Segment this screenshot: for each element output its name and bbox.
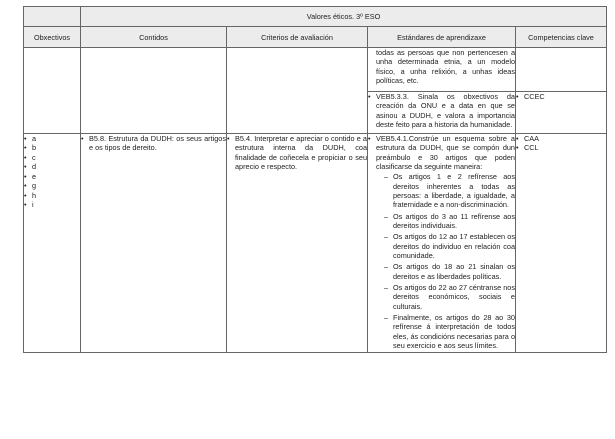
criteria-cell bbox=[227, 134, 368, 353]
standard-subitem: – Os artigos do 18 ao 21 sinalan os dereitos e as liberdades políticas. bbox=[384, 262, 515, 281]
criteria-list bbox=[227, 134, 367, 172]
competences-cell bbox=[516, 134, 607, 353]
header-corner-cell bbox=[24, 7, 81, 27]
curriculum-table bbox=[23, 6, 607, 353]
objectives-list bbox=[24, 134, 80, 210]
competences-cell bbox=[516, 48, 607, 92]
header-objectives: Obxectivos bbox=[24, 27, 81, 48]
standard-veb541-intro: • VEB5.4.1.Constrúe un esquema sobre a estrutura da DUDH, que se compón dun preámbulo e 30 artigos que poden clasificarse da seguinte maneira: bbox=[376, 134, 515, 171]
objective-item: • d bbox=[24, 162, 80, 171]
objective-item: • a bbox=[24, 134, 80, 143]
contents-cell bbox=[81, 134, 227, 353]
standard-subitem: – Os artigos do 3 ao 11 refírense aos dereitos individuais. bbox=[384, 212, 515, 231]
competence-item: • CCL bbox=[516, 143, 606, 152]
competence-item: • CCEC bbox=[516, 92, 606, 101]
objective-item: • h bbox=[24, 191, 80, 200]
standard-subitems bbox=[376, 172, 515, 350]
criterion-b54: • B5.4. Interpretar e apreciar o contido e a estrutura interna da DUDH, coa finalidade de coñecela e propiciar o seu aprecio e respecto. bbox=[227, 134, 367, 172]
competence-list bbox=[516, 134, 606, 153]
criteria-cell bbox=[227, 48, 368, 134]
table-row bbox=[24, 48, 607, 92]
standard-subitem: – Os artigos 1 e 2 refírense aos dereitos inherentes a todas as persoas: a liberdade, a igualdade, a fraternidade e a non-discriminación. bbox=[384, 172, 515, 209]
standard-veb541 bbox=[368, 134, 515, 350]
competence-item: • CAA bbox=[516, 134, 606, 143]
standard-subitem: – Os artigos do 22 ao 27 céntranse nos dereitos económicos, sociais e culturais. bbox=[384, 283, 515, 311]
standard-continuation-text: todas as persoas que non pertencesen a unha determinada etnia, a un modelo físico, a unha relixión, a unhas ideas políticas, etc. bbox=[376, 48, 515, 85]
table-title: Valores éticos. 3º ESO bbox=[81, 7, 607, 27]
contents-list bbox=[81, 134, 226, 153]
competences-cell bbox=[516, 92, 607, 134]
standard-cell bbox=[368, 48, 516, 92]
objective-item: • b bbox=[24, 143, 80, 152]
standard-subitem: – Finalmente, os artigos do 28 ao 30 refírense á interpretación de todos eles, ás condicións necesarias para o seu exercicio e aos seus límites. bbox=[384, 313, 515, 350]
objective-item: • c bbox=[24, 153, 80, 162]
header-criteria: Criterios de avaliación bbox=[227, 27, 368, 48]
objective-item: • e bbox=[24, 172, 80, 181]
standard-list bbox=[368, 134, 515, 350]
objective-item: • g bbox=[24, 181, 80, 190]
content-b58: • B5.8. Estrutura da DUDH: os seus artigos e os tipos de dereito. bbox=[81, 134, 226, 153]
standard-cell bbox=[368, 92, 516, 134]
competence-list bbox=[516, 92, 606, 101]
standard-list bbox=[368, 92, 515, 130]
standard-subitem: – Os artigos do 12 ao 17 establecen os dereitos do individuo en relación coa comunidade. bbox=[384, 232, 515, 260]
header-standards: Estándares de aprendizaxe bbox=[368, 27, 516, 48]
table-row bbox=[24, 134, 607, 353]
header-contents: Contidos bbox=[81, 27, 227, 48]
objectives-cell bbox=[24, 48, 81, 134]
objective-item: • i bbox=[24, 200, 80, 209]
contents-cell bbox=[81, 48, 227, 134]
objectives-cell bbox=[24, 134, 81, 353]
standard-cell bbox=[368, 134, 516, 353]
standard-veb533: • VEB5.3.3. Sinala os obxectivos da creación da ONU e a data en que se asinou a DUDH, e valora a importancia deste feito para a historia da humanidade. bbox=[368, 92, 515, 130]
header-competences: Competencias clave bbox=[516, 27, 607, 48]
